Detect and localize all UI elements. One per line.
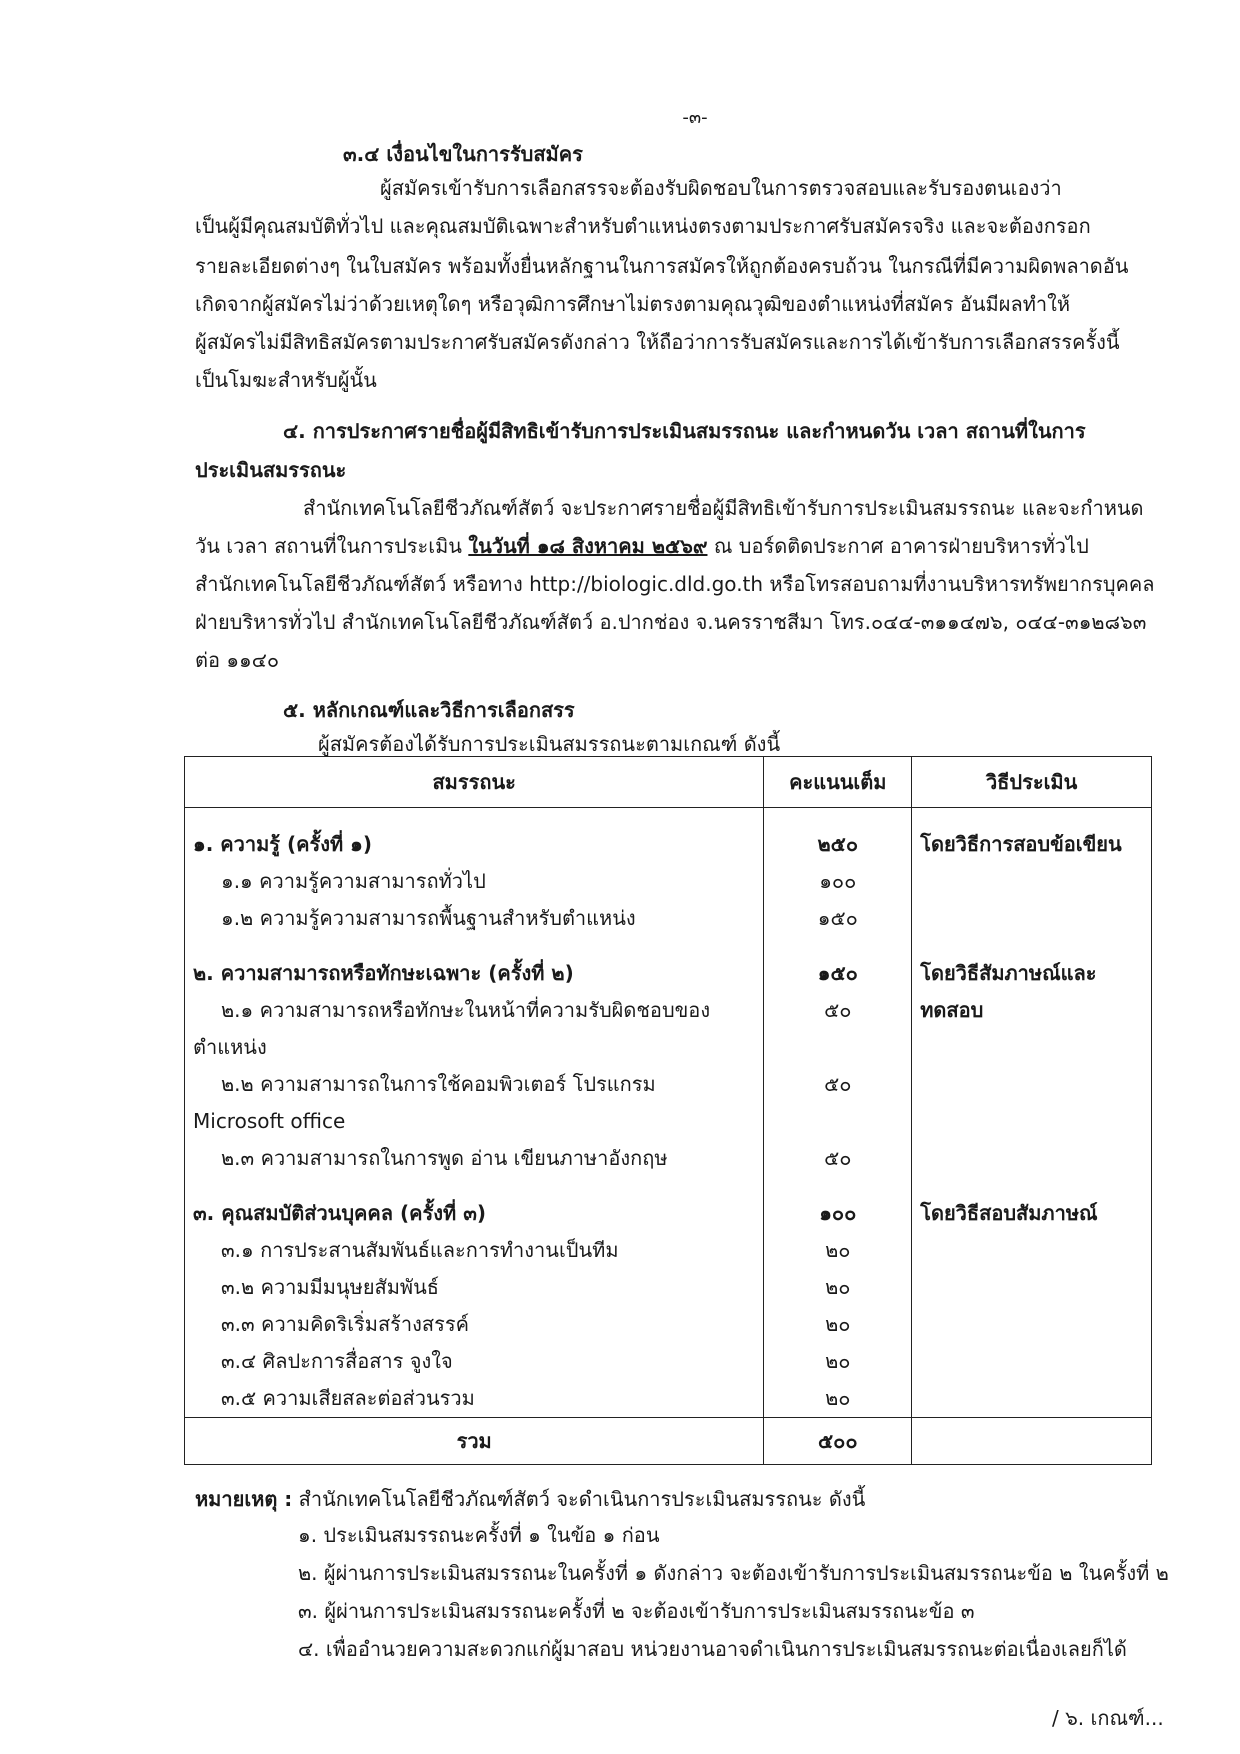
announcement-date: ในวันที่ ๑๘ สิงหาคม ๒๕๖๙ bbox=[468, 534, 708, 558]
table-row bbox=[185, 1103, 1152, 1140]
note-item: ๔. เพื่ออำนวยความสะดวกแก่ผู้มาสอบ หน่วยงานอาจดำเนินการประเมินสมรรถนะต่อเนื่องเลยก็ได้ bbox=[298, 1637, 1127, 1661]
section-4-line: สำนักเทคโนโลยีชีวภัณฑ์สัตว์ หรือทาง http://biologic.dld.go.th หรือโทรสอบถามที่งานบริหารทรัพยากรบุคคล bbox=[195, 572, 1155, 596]
group-title: ๑. ความรู้ (ครั้งที่ ๑) bbox=[185, 826, 764, 863]
item-score: ๕๐ bbox=[764, 1140, 912, 1177]
item-score: ๑๕๐ bbox=[764, 900, 912, 937]
table-row bbox=[185, 863, 1152, 900]
item-label: ๓.๓ ความคิดริเริ่มสร้างสรรค์ bbox=[185, 1306, 764, 1343]
note-item: ๓. ผู้ผ่านการประเมินสมรรถนะครั้งที่ ๒ จะต้องเข้ารับการประเมินสมรรถนะข้อ ๓ bbox=[298, 1599, 975, 1623]
table-row bbox=[185, 1195, 1152, 1232]
group-title: ๒. ความสามารถหรือทักษะเฉพาะ (ครั้งที่ ๒) bbox=[185, 955, 764, 992]
note-item: ๑. ประเมินสมรรถนะครั้งที่ ๑ ในข้อ ๑ ก่อน bbox=[298, 1523, 660, 1547]
section-4-line-pre: วัน เวลา สถานที่ในการประเมิน bbox=[195, 534, 469, 558]
section-3-4-line: รายละเอียดต่างๆ ในใบสมัคร พร้อมทั้งยื่นหลักฐานในการสมัครให้ถูกต้องครบถ้วน ในกรณีที่มีความผิดพลาดอัน bbox=[195, 254, 1129, 278]
total-label: รวม bbox=[185, 1418, 764, 1465]
item-score: ๒๐ bbox=[764, 1232, 912, 1269]
item-score: ๕๐ bbox=[764, 992, 912, 1029]
section-4-heading: ๔. การประกาศรายชื่อผู้มีสิทธิเข้ารับการประเมินสมรรถนะ และกำหนดวัน เวลา สถานที่ในการ bbox=[283, 419, 1086, 443]
item-score: ๑๐๐ bbox=[764, 863, 912, 900]
note-line bbox=[195, 1483, 865, 1515]
table-row bbox=[185, 955, 1152, 992]
section-4-line: สำนักเทคโนโลยีชีวภัณฑ์สัตว์ จะประกาศรายชื่อผู้มีสิทธิเข้ารับการประเมินสมรรถนะ และจะกำหนด bbox=[303, 496, 1144, 520]
group-title: ๓. คุณสมบัติส่วนบุคคล (ครั้งที่ ๓) bbox=[185, 1195, 764, 1232]
item-label: ๑.๒ ความรู้ความสามารถพื้นฐานสำหรับตำแหน่ง bbox=[185, 900, 764, 937]
column-header-full-score: คะแนนเต็ม bbox=[764, 757, 912, 808]
competency-table bbox=[184, 756, 1152, 1465]
table-row bbox=[185, 1269, 1152, 1306]
group-method-cont: ทดสอบ bbox=[912, 992, 1152, 1029]
group-method: โดยวิธีการสอบข้อเขียน bbox=[912, 826, 1152, 863]
total-row bbox=[185, 1418, 1152, 1465]
item-score: ๒๐ bbox=[764, 1380, 912, 1418]
column-header-competency: สมรรถนะ bbox=[185, 757, 764, 808]
item-score: ๒๐ bbox=[764, 1306, 912, 1343]
section-3-4-line: เป็นโมฆะสำหรับผู้นั้น bbox=[195, 368, 377, 392]
table-row bbox=[185, 1343, 1152, 1380]
item-label: ๒.๑ ความสามารถหรือทักษะในหน้าที่ความรับผิดชอบของ bbox=[185, 992, 764, 1029]
section-3-4-line: ผู้สมัครไม่มีสิทธิสมัครตามประกาศรับสมัครดังกล่าว ให้ถือว่าการรับสมัครและการได้เข้ารับการเลือกสรรครั้งนี้ bbox=[195, 330, 1120, 354]
item-label: ๒.๒ ความสามารถในการใช้คอมพิวเตอร์ โปรแกรม bbox=[185, 1066, 764, 1103]
section-3-4-line: ผู้สมัครเข้ารับการเลือกสรรจะต้องรับผิดชอบในการตรวจสอบและรับรองตนเองว่า bbox=[380, 176, 1062, 200]
section-4-line bbox=[195, 530, 1089, 562]
group-score: ๑๐๐ bbox=[764, 1195, 912, 1232]
section-4-heading-cont: ประเมินสมรรถนะ bbox=[195, 458, 347, 482]
group-method: โดยวิธีสัมภาษณ์และ bbox=[912, 955, 1152, 992]
table-row bbox=[185, 1232, 1152, 1269]
section-3-4-line: เป็นผู้มีคุณสมบัติทั่วไป และคุณสมบัติเฉพาะสำหรับตำแหน่งตรงตามประกาศรับสมัครจริง และจะต้องกรอก bbox=[195, 214, 1091, 238]
item-label: ๓.๑ การประสานสัมพันธ์และการทำงานเป็นทีม bbox=[185, 1232, 764, 1269]
item-label: ๑.๑ ความรู้ความสามารถทั่วไป bbox=[185, 863, 764, 900]
section-4-line: ฝ่ายบริหารทั่วไป สำนักเทคโนโลยีชีวภัณฑ์สัตว์ อ.ปากช่อง จ.นครราชสีมา โทร.๐๔๔-๓๑๑๔๗๖, ๐๔๔-๓๑๒๘๖๓ bbox=[195, 610, 1147, 634]
group-score: ๒๕๐ bbox=[764, 826, 912, 863]
table-header-row bbox=[185, 757, 1152, 808]
item-label-cont: Microsoft office bbox=[185, 1103, 764, 1140]
column-header-method: วิธีประเมิน bbox=[912, 757, 1152, 808]
note-item: ๒. ผู้ผ่านการประเมินสมรรถนะในครั้งที่ ๑ ดังกล่าว จะต้องเข้ารับการประเมินสมรรถนะข้อ ๒ ในครั้งที่ ๒ bbox=[298, 1561, 1169, 1585]
section-3-4-line: เกิดจากผู้สมัครไม่ว่าด้วยเหตุใดๆ หรือวุฒิการศึกษาไม่ตรงตามคุณวุฒิของตำแหน่งที่สมัคร อันมีผลทำให้ bbox=[195, 292, 1071, 316]
table-row bbox=[185, 1306, 1152, 1343]
continuation-marker: / ๖. เกณฑ์... bbox=[1052, 1706, 1164, 1730]
page-number: -๓- bbox=[682, 107, 708, 128]
item-label: ๓.๔ ศิลปะการสื่อสาร จูงใจ bbox=[185, 1343, 764, 1380]
table-row bbox=[185, 1380, 1152, 1418]
total-score: ๕๐๐ bbox=[764, 1418, 912, 1465]
note-text: สำนักเทคโนโลยีชีวภัณฑ์สัตว์ จะดำเนินการประเมินสมรรถนะ ดังนี้ bbox=[298, 1487, 866, 1511]
table-row bbox=[185, 826, 1152, 863]
table-row bbox=[185, 992, 1152, 1029]
item-score: ๒๐ bbox=[764, 1343, 912, 1380]
item-label: ๒.๓ ความสามารถในการพูด อ่าน เขียนภาษาอังกฤษ bbox=[185, 1140, 764, 1177]
group-score: ๑๕๐ bbox=[764, 955, 912, 992]
item-label-cont: ตำแหน่ง bbox=[185, 1029, 764, 1066]
table-row bbox=[185, 1029, 1152, 1066]
item-label: ๓.๕ ความเสียสละต่อส่วนรวม bbox=[185, 1380, 764, 1418]
note-label: หมายเหตุ : bbox=[195, 1487, 293, 1511]
table-row bbox=[185, 1066, 1152, 1103]
section-5-heading: ๕. หลักเกณฑ์และวิธีการเลือกสรร bbox=[283, 698, 575, 722]
item-score: ๕๐ bbox=[764, 1066, 912, 1103]
section-4-line-post: ณ บอร์ดติดประกาศ อาคารฝ่ายบริหารทั่วไป bbox=[707, 534, 1089, 558]
group-method: โดยวิธีสอบสัมภาษณ์ bbox=[912, 1195, 1152, 1232]
item-label: ๓.๒ ความมีมนุษยสัมพันธ์ bbox=[185, 1269, 764, 1306]
table-row bbox=[185, 900, 1152, 937]
section-4-line: ต่อ ๑๑๔๐ bbox=[195, 648, 280, 672]
section-3-4-heading: ๓.๔ เงื่อนไขในการรับสมัคร bbox=[343, 142, 583, 166]
section-5-intro: ผู้สมัครต้องได้รับการประเมินสมรรถนะตามเกณฑ์ ดังนี้ bbox=[318, 732, 781, 756]
item-score: ๒๐ bbox=[764, 1269, 912, 1306]
table-row bbox=[185, 1140, 1152, 1177]
